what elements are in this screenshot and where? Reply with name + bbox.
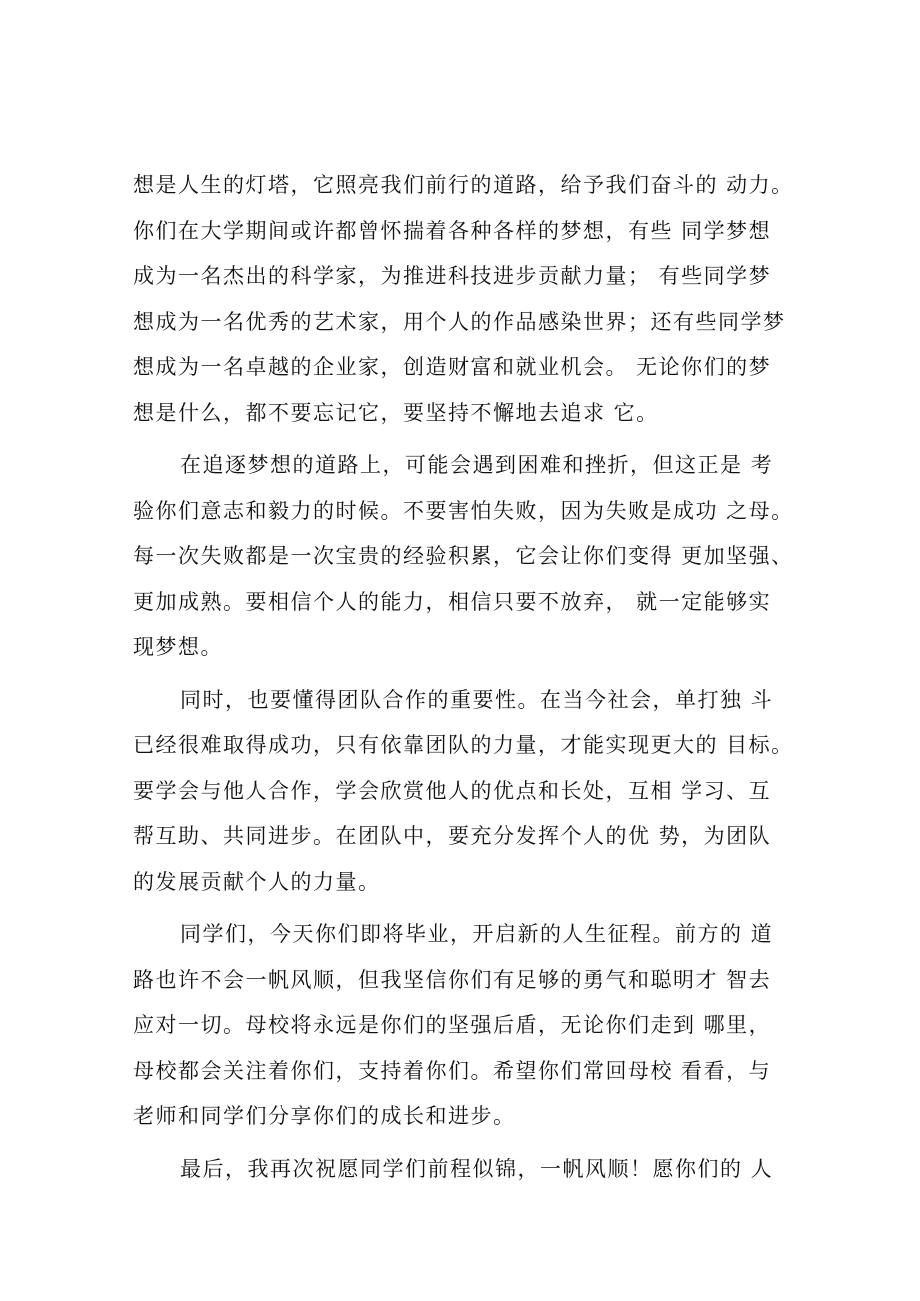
text-line: 成为一名杰出的科学家，为推进科技进步贡献力量； 有些同学梦 xyxy=(133,264,772,288)
text-line: 的发展贡献个人的力量。 xyxy=(133,869,381,894)
text-line: 应对一切。母校将永远是你们的坚强后盾，无论你们走到 哪里， xyxy=(133,1013,772,1037)
document-body xyxy=(133,163,813,1199)
text-line: 你们在大学期间或许都曾怀揣着各种各样的梦想，有些 同学梦想 xyxy=(133,218,772,243)
text-line: 想成为一名优秀的艺术家，用个人的作品感染世界；还有些同学梦 xyxy=(133,309,786,334)
text-line: 已经很难取得成功，只有依靠团队的力量，才能实现更大的 目标。 xyxy=(133,733,794,757)
text-line: 想是人生的灯塔，它照亮我们前行的道路，给予我们奋斗的 动力。 xyxy=(133,173,794,197)
text-line: 想成为一名卓越的企业家，创造财富和就业机会。 无论你们的梦 xyxy=(133,355,772,379)
text-line: 每一次失败都是一次宝贵的经验积累，它会让你们变得 更加坚强、 xyxy=(133,544,794,568)
paragraph-5 xyxy=(133,1147,813,1193)
text-line: 帮互助、共同进步。在团队中，要充分发挥个人的优 势，为团队 xyxy=(133,824,772,848)
text-line: 母校都会关注着你们，支持着你们。希望你们常回母校 看看，与 xyxy=(133,1058,772,1083)
paragraph-1 xyxy=(133,163,813,436)
text-line: 路也许不会一帆风顺，但我坚信你们有足够的勇气和聪明才 智去 xyxy=(133,967,772,992)
text-line: 同时，也要懂得团队合作的重要性。在当今社会，单打独 斗 xyxy=(180,687,774,712)
text-line: 验你们意志和毅力的时候。不要害怕失败，因为失败是成功 之母。 xyxy=(133,498,794,523)
text-line: 现梦想。 xyxy=(133,635,223,659)
paragraph-3 xyxy=(133,678,813,906)
paragraph-4 xyxy=(133,912,813,1140)
text-line: 在追逐梦想的道路上，可能会遇到困难和挫折，但这正是 考 xyxy=(180,453,774,477)
text-line: 最后，我再次祝愿同学们前程似锦，一帆风顺！愿你们的 人 xyxy=(180,1156,774,1181)
text-line: 同学们，今天你们即将毕业，开启新的人生征程。前方的 道 xyxy=(180,922,774,946)
text-line: 老师和同学们分享你们的成长和进步。 xyxy=(133,1104,516,1128)
paragraph-2 xyxy=(133,443,813,671)
text-line: 要学会与他人合作，学会欣赏他人的优点和长处，互相 学习、互 xyxy=(133,778,772,803)
text-line: 想是什么，都不要忘记它，要坚持不懈地去追求 它。 xyxy=(133,400,659,425)
text-line: 更加成熟。要相信个人的能力，相信只要不放弃， 就一定能够实 xyxy=(133,589,772,614)
